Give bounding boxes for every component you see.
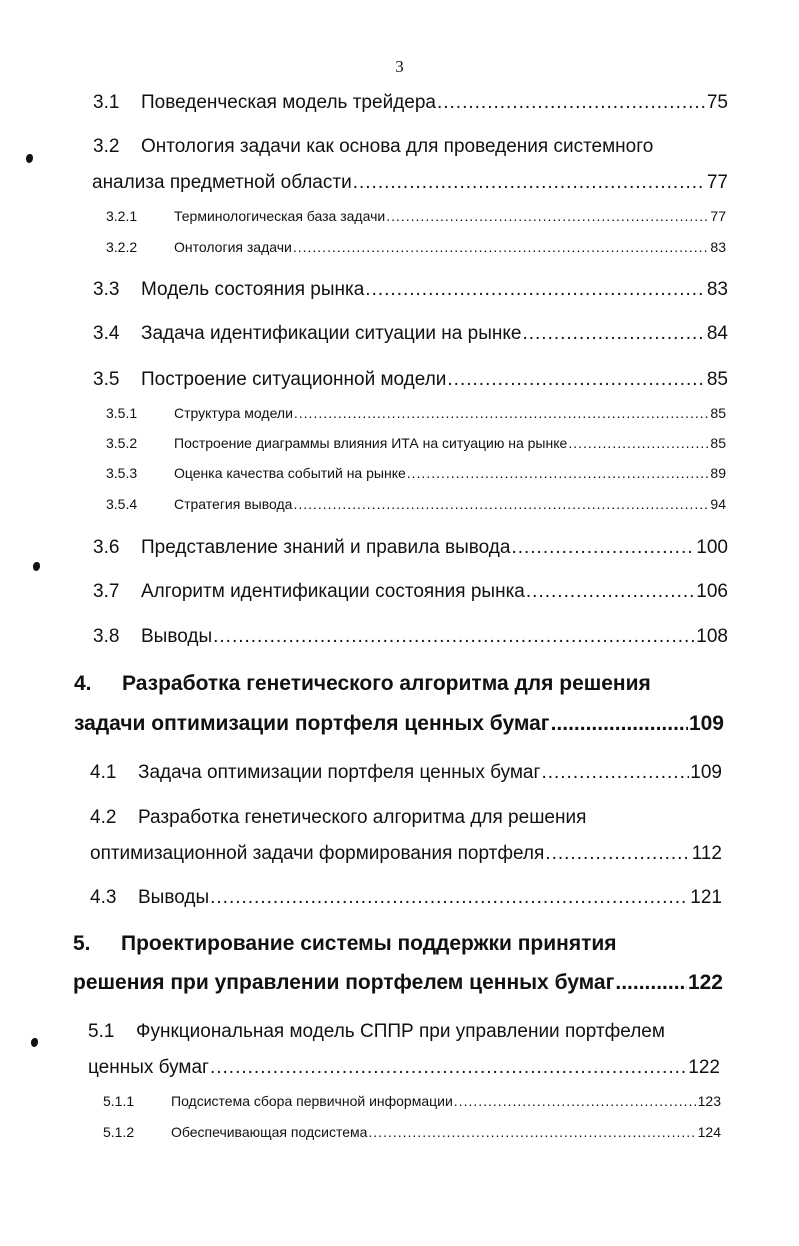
chapter-page: 122 <box>687 971 723 994</box>
entry-number: 3.5.1 <box>106 405 138 421</box>
entry-title: Выводы <box>138 887 210 908</box>
entry-number: 3.5.2 <box>106 435 138 451</box>
dot-leader <box>368 1124 696 1140</box>
dot-leader <box>522 323 705 345</box>
entry-page: 84 <box>706 323 728 344</box>
dot-leader <box>447 369 705 391</box>
toc-entry-continuation <box>90 843 722 865</box>
entry-title: Построение диаграммы влияния ИТА на ситуацию на рынке <box>174 435 568 451</box>
entry-number: 3.5 <box>93 369 120 390</box>
entry-number: 3.4 <box>93 323 120 344</box>
entry-number: 3.2.1 <box>106 208 138 224</box>
entry-title: Оценка качества событий на рынке <box>174 465 406 481</box>
dot-leader <box>210 887 689 909</box>
toc-entry <box>93 537 728 559</box>
toc-entry <box>93 92 728 114</box>
toc-entry <box>93 323 728 345</box>
entry-page: 108 <box>696 626 728 647</box>
dot-leader <box>293 496 709 512</box>
toc-entry <box>106 405 726 421</box>
entry-page: 122 <box>688 1057 720 1078</box>
binding-hole-mark <box>26 154 33 163</box>
dot-leader <box>568 435 709 451</box>
chapter-number: 4. <box>74 672 92 695</box>
entry-page: 109 <box>690 762 722 783</box>
chapter-title: Разработка генетического алгоритма для решения <box>122 672 651 695</box>
entry-title: Модель состояния рынка <box>141 279 365 300</box>
entry-number: 3.5.3 <box>106 465 138 481</box>
entry-title: Задача оптимизации портфеля ценных бумаг <box>138 762 541 783</box>
entry-title-line2: анализа предметной области <box>92 172 352 193</box>
toc-entry <box>106 465 726 481</box>
entry-title: Функциональная модель СППР при управлении портфелем <box>136 1021 665 1042</box>
entry-number: 3.6 <box>93 537 120 558</box>
entry-page: 121 <box>690 887 722 908</box>
toc-entry <box>93 136 728 158</box>
dot-leader <box>615 971 687 995</box>
toc-entry <box>90 807 722 829</box>
entry-title: Онтология задачи <box>174 239 292 255</box>
entry-title: Структура модели <box>174 405 293 421</box>
toc-entry <box>93 581 728 603</box>
entry-title: Подсистема сбора первичной информации <box>171 1093 453 1109</box>
entry-page: 85 <box>710 405 726 421</box>
entry-number: 3.7 <box>93 581 120 602</box>
entry-number: 3.2 <box>93 136 120 157</box>
entry-page: 106 <box>696 581 728 602</box>
entry-number: 5.1 <box>88 1021 115 1042</box>
dot-leader <box>541 762 689 784</box>
toc-chapter <box>73 932 723 956</box>
chapter-title-line2: задачи оптимизации портфеля ценных бумаг <box>74 712 550 735</box>
entry-number: 5.1.1 <box>103 1093 135 1109</box>
dot-leader <box>365 279 706 301</box>
entry-number: 3.5.4 <box>106 496 138 512</box>
entry-title: Задача идентификации ситуации на рынке <box>141 323 522 344</box>
toc-entry <box>88 1021 720 1043</box>
entry-page: 112 <box>691 843 722 864</box>
entry-page: 85 <box>710 435 726 451</box>
page-number: 3 <box>395 57 404 76</box>
entry-page: 83 <box>706 279 728 300</box>
entry-title: Построение ситуационной модели <box>141 369 447 390</box>
toc-entry <box>90 762 722 784</box>
entry-page: 85 <box>706 369 728 390</box>
toc-entry-continuation <box>92 172 728 194</box>
binding-hole-mark <box>33 562 40 571</box>
entry-page: 83 <box>710 239 726 255</box>
dot-leader <box>454 1093 697 1109</box>
chapter-number: 5. <box>73 932 91 955</box>
toc-chapter-continuation <box>74 712 724 736</box>
toc-chapter-continuation <box>73 971 723 995</box>
entry-page: 77 <box>710 208 726 224</box>
toc-entry <box>90 887 722 909</box>
dot-leader <box>437 92 706 114</box>
entry-page: 77 <box>706 172 728 193</box>
toc-entry <box>93 279 728 301</box>
entry-title: Обеспечивающая подсистема <box>171 1124 368 1140</box>
dot-leader <box>213 626 695 648</box>
dot-leader <box>551 712 688 736</box>
entry-title: Поведенческая модель трейдера <box>141 92 436 113</box>
entry-title: Представление знаний и правила вывода <box>141 537 511 558</box>
dot-leader <box>353 172 706 194</box>
entry-title: Выводы <box>141 626 213 647</box>
entry-number: 4.2 <box>90 807 117 828</box>
entry-title-line2: ценных бумаг <box>88 1057 209 1078</box>
entry-page: 75 <box>706 92 728 113</box>
entry-number: 4.1 <box>90 762 117 783</box>
entry-title: Терминологическая база задачи <box>174 208 386 224</box>
chapter-title: Проектирование системы поддержки принятия <box>121 932 617 955</box>
dot-leader <box>210 1057 687 1079</box>
binding-hole-mark <box>31 1038 38 1047</box>
dot-leader <box>386 208 709 224</box>
entry-title: Алгоритм идентификации состояния рынка <box>141 581 525 602</box>
entry-number: 3.2.2 <box>106 239 138 255</box>
dot-leader <box>294 405 710 421</box>
entry-number: 3.3 <box>93 279 120 300</box>
entry-title-line2: оптимизационной задачи формирования портфеля <box>90 843 545 864</box>
entry-title: Онтология задачи как основа для проведения системного <box>141 136 654 157</box>
entry-page: 94 <box>710 496 726 512</box>
toc-entry <box>106 435 726 451</box>
dot-leader <box>293 239 710 255</box>
entry-number: 3.8 <box>93 626 120 647</box>
chapter-page: 109 <box>688 712 724 735</box>
entry-title: Разработка генетического алгоритма для решения <box>138 807 587 828</box>
dot-leader <box>545 843 690 865</box>
toc-entry <box>93 626 728 648</box>
toc-entry <box>103 1093 721 1109</box>
toc-entry <box>106 239 726 255</box>
entry-page: 89 <box>710 465 726 481</box>
entry-number: 5.1.2 <box>103 1124 135 1140</box>
dot-leader <box>511 537 695 559</box>
entry-page: 124 <box>697 1124 721 1140</box>
toc-entry-continuation <box>88 1057 720 1079</box>
dot-leader <box>407 465 710 481</box>
toc-chapter <box>74 672 724 696</box>
toc-entry <box>106 496 726 512</box>
entry-number: 3.1 <box>93 92 120 113</box>
toc-entry <box>103 1124 721 1140</box>
entry-page: 100 <box>696 537 728 558</box>
entry-page: 123 <box>697 1093 721 1109</box>
toc-entry <box>93 369 728 391</box>
dot-leader <box>526 581 695 603</box>
entry-title: Стратегия вывода <box>174 496 293 512</box>
entry-number: 4.3 <box>90 887 117 908</box>
chapter-title-line2: решения при управлении портфелем ценных бумаг <box>73 971 615 994</box>
toc-entry <box>106 208 726 224</box>
